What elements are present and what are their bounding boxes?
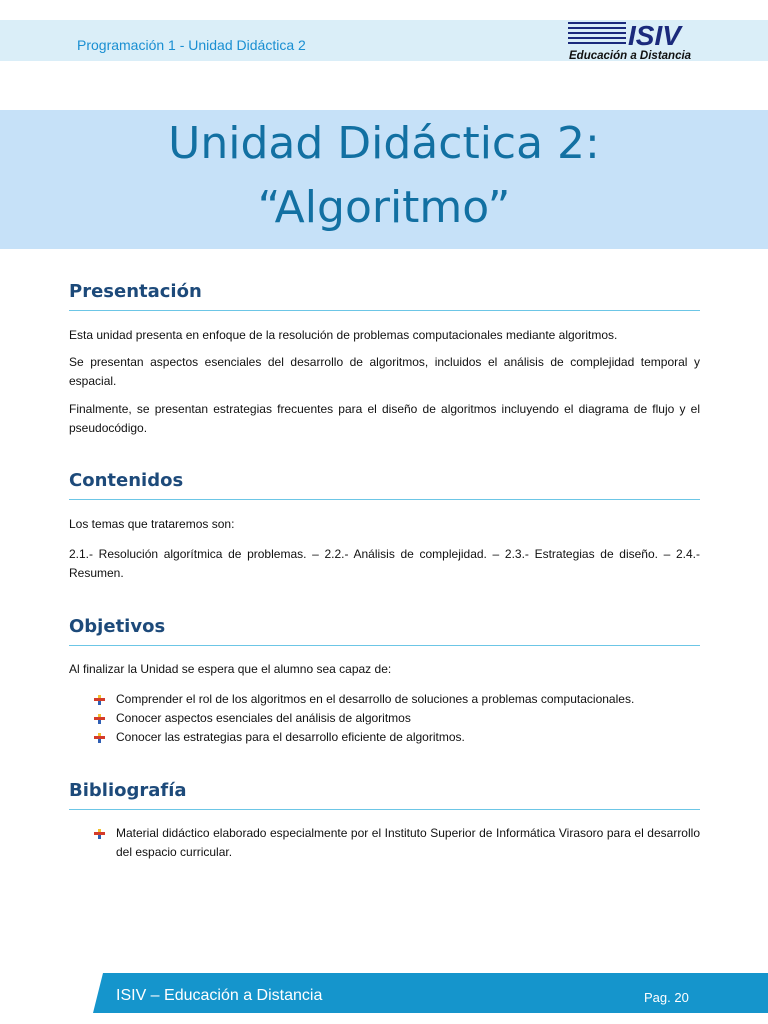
page-number: Pag. 20 bbox=[644, 990, 689, 1005]
list-item bbox=[94, 728, 700, 747]
bibliografia-text: Material didáctico elaborado especialmente por el Instituto Superior de Informática Virasoro para el desarrollo del espacio curricular. bbox=[116, 826, 700, 859]
list-item bbox=[94, 709, 700, 728]
bullet-plus-icon bbox=[94, 829, 105, 839]
presentacion-paragraph-3: Finalmente, se presentan estrategias frecuentes para el diseño de algoritmos incluyendo el diagrama de flujo y el pseudocódigo. bbox=[69, 402, 700, 435]
section-divider bbox=[69, 499, 700, 500]
course-title: Programación 1 - Unidad Didáctica 2 bbox=[77, 37, 306, 53]
document-title bbox=[0, 112, 768, 240]
section-divider bbox=[69, 310, 700, 311]
section-heading-bibliografia: Bibliografía bbox=[69, 780, 187, 801]
objetivo-text: Conocer aspectos esenciales del análisis de algoritmos bbox=[116, 711, 411, 725]
bibliografia-list bbox=[94, 824, 700, 862]
isiv-logo bbox=[566, 18, 700, 62]
bullet-plus-icon bbox=[94, 695, 105, 705]
title-line-1: Unidad Didáctica 2: bbox=[168, 118, 600, 169]
list-item bbox=[94, 690, 700, 709]
presentacion-paragraph-2: Se presentan aspectos esenciales del desarrollo de algoritmos, incluidos el análisis de complejidad temporal y espacial. bbox=[69, 355, 700, 388]
section-heading-contenidos: Contenidos bbox=[69, 470, 184, 491]
bullet-plus-icon bbox=[94, 733, 105, 743]
svg-text:ISIV: ISIV bbox=[628, 20, 681, 51]
objetivos-list bbox=[94, 690, 700, 747]
objetivo-text: Conocer las estrategias para el desarrollo eficiente de algoritmos. bbox=[116, 730, 465, 744]
svg-text:Educación a Distancia: Educación a Distancia bbox=[569, 50, 692, 62]
contenidos-topics: 2.1.- Resolución algorítmica de problemas. – 2.2.- Análisis de complejidad. – 2.3.- Estrategias de diseño. – 2.4.- Resumen. bbox=[69, 547, 700, 580]
presentacion-paragraph-1: Esta unidad presenta en enfoque de la resolución de problemas computacionales mediante algoritmos. bbox=[69, 328, 618, 342]
list-item bbox=[94, 824, 700, 862]
objetivos-intro: Al finalizar la Unidad se espera que el alumno sea capaz de: bbox=[69, 662, 392, 676]
title-line-2: “Algoritmo” bbox=[257, 182, 511, 233]
objetivo-text: Comprender el rol de los algoritmos en el desarrollo de soluciones a problemas computacionales. bbox=[116, 692, 635, 706]
section-heading-presentacion: Presentación bbox=[69, 281, 202, 302]
bullet-plus-icon bbox=[94, 714, 105, 724]
section-heading-objetivos: Objetivos bbox=[69, 616, 166, 637]
footer-label: ISIV – Educación a Distancia bbox=[116, 987, 323, 1004]
section-divider bbox=[69, 645, 700, 646]
contenidos-intro: Los temas que trataremos son: bbox=[69, 517, 235, 531]
section-divider bbox=[69, 809, 700, 810]
